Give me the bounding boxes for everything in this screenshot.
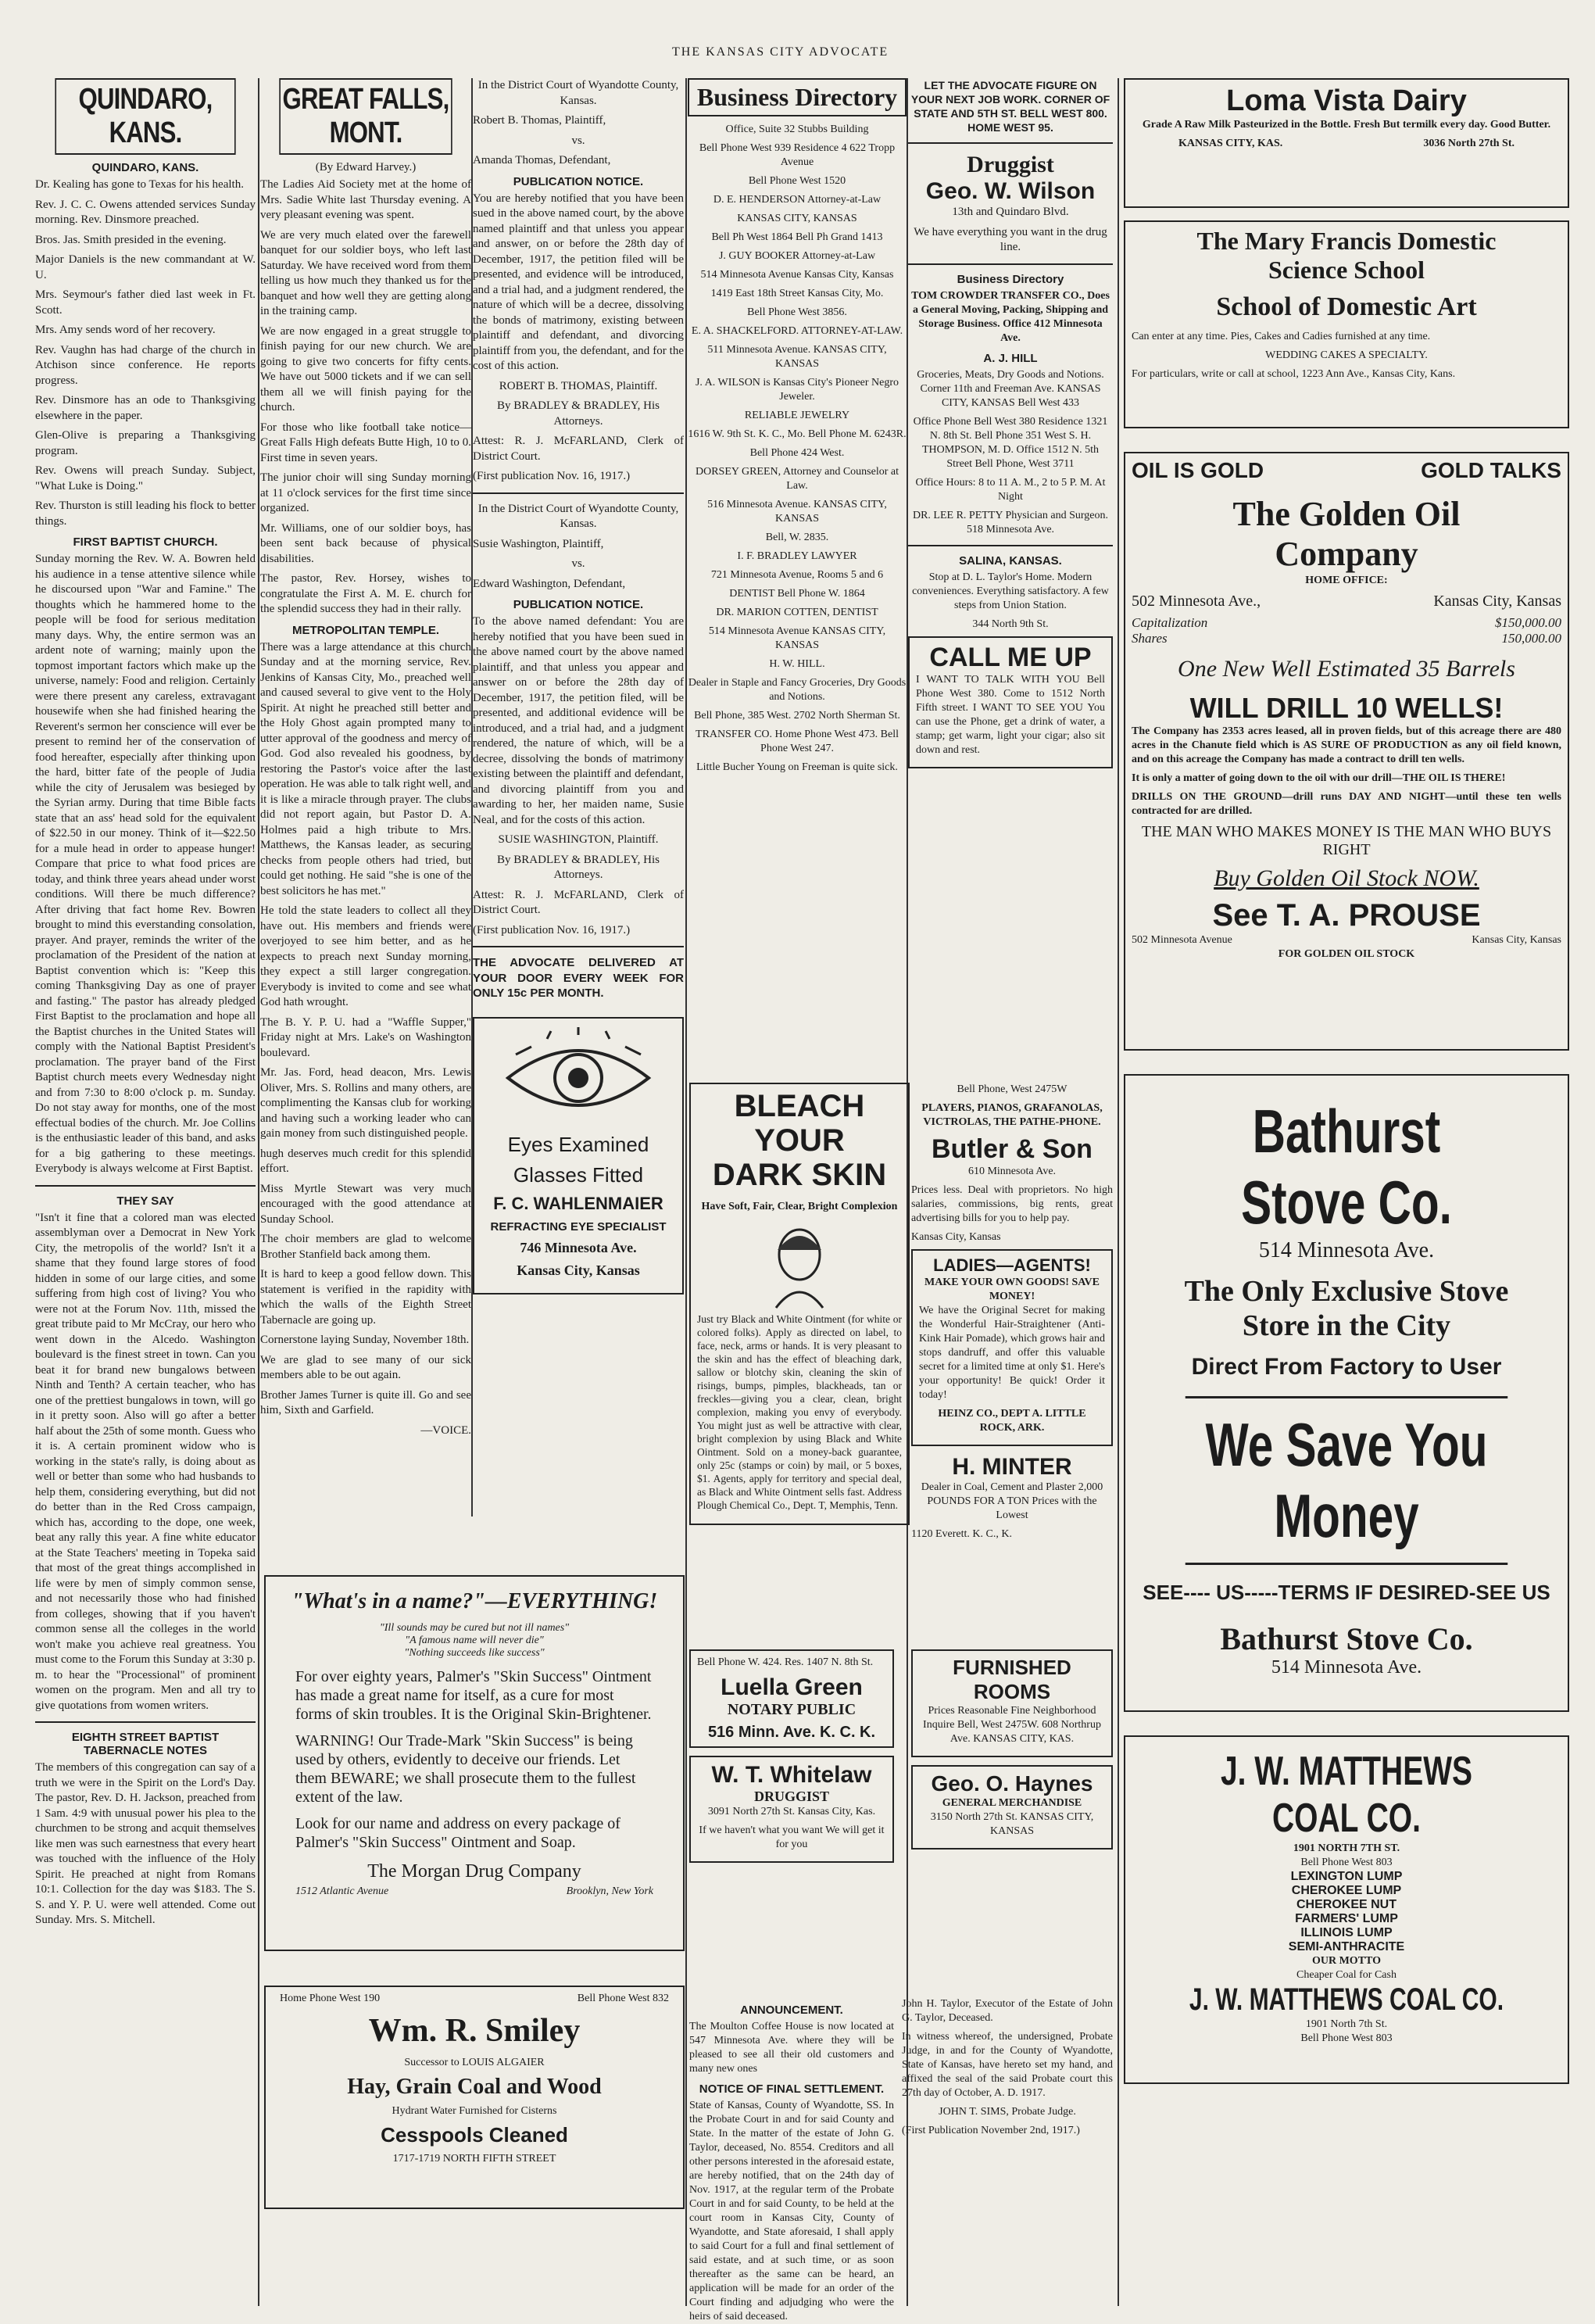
oil-for: FOR GOLDEN OIL STOCK xyxy=(1278,948,1415,960)
news-item: We are now engaged in a great struggle to finish paying for our new church. We are going to give two concerts for fifty cents. We have out 5000 tickets and if we can sell them all we will finish paying for the church. xyxy=(260,324,471,414)
smiley-trade: Hay, Grain Coal and Wood xyxy=(347,2075,602,2099)
smiley-successor: Successor to LOUIS ALGAIER xyxy=(404,2057,545,2068)
news-item: Rev. Thurston is still leading his flock to better things. xyxy=(35,500,256,528)
whitelaw-title: DRUGGIST xyxy=(753,1789,830,1804)
directory-entry: DR. MARION COTTEN, DENTIST xyxy=(716,607,878,618)
settlement-heading: NOTICE OF FINAL SETTLEMENT. xyxy=(699,2082,885,2096)
divider xyxy=(473,492,684,494)
article-heading: FIRST BAPTIST CHURCH. xyxy=(73,535,218,549)
call-me-up-ad xyxy=(908,636,1113,768)
attest: Attest: R. J. McFARLAND, Clerk of District Court. xyxy=(473,888,684,916)
haynes-ad xyxy=(911,1765,1113,1850)
notice-body: To the above named defendant: You are hereby notified that you have been sued in the above named court by the above named plaintiff, and that unless you appear and answer on or before the 28th day of December, 1917, the petition filed, will be presented, and additional evidence will be introduced, and a trial had, and a judgment rendered, the nature of which, will be a decree, dissolving the bonds of matrimony existing between the plaintiff and defendant, and divorcing plaintiff from you and awarding to her, her maiden name, Susie Neal, and for the costs of this action. xyxy=(473,615,684,826)
smiley-address: 1717-1719 NORTH FIFTH STREET xyxy=(392,2153,556,2165)
directory-entry: 721 Minnesota Avenue, Rooms 5 and 6 xyxy=(710,569,884,581)
notary-phone: Bell Phone W. 424. Res. 1407 N. 8th St. xyxy=(697,1656,874,1668)
byline: (By Edward Harvey.) xyxy=(315,161,417,174)
coal-product: ILLINOIS LUMP xyxy=(1300,1926,1393,1939)
oil-drills: DRILLS ON THE GROUND—drill runs DAY AND NIGHT—until these ten wells contracted for are drilled. xyxy=(1132,791,1561,817)
call-me-up-heading: CALL ME UP xyxy=(929,642,1092,672)
settlement-body: State of Kansas, County of Wyandotte, SS. In the Probate Court in and for said County and State. In the matter of the estate of John G. Taylor, deceased, No. 8554. Creditors and all other persons interested in the aforesaid estate, are hereby notified, that on the 24th day of Nov. 1917, at the regular term of the Probate Court in and for said County, to be held at the court room in Kansas City, County of Wyandotte, and State aforesaid, I shall apply to said Court for a full and final settlement of said estate, and at such time, or as soon thereafter as the same can be heard, an application will be made for an order of the Court finding and adjudging who were the heirs of said deceased. xyxy=(689,2100,894,2322)
salina-heading: SALINA, KANSAS. xyxy=(959,553,1062,568)
ladies-heading: LADIES—AGENTS! xyxy=(933,1255,1091,1275)
butler-city: Kansas City, Kansas xyxy=(911,1231,1001,1243)
shares-label: Shares xyxy=(1132,631,1168,646)
eye-icon xyxy=(500,1031,656,1125)
news-item: It is hard to keep a good fellow down. This statement is verified in the rapidity with which the walls of the Eighth Street Tabernacle are going up. xyxy=(260,1268,471,1327)
notice-heading: PUBLICATION NOTICE. xyxy=(513,174,644,188)
section-header: GREAT FALLS, MONT. xyxy=(279,78,452,155)
news-item: The junior choir will sing Sunday morning at 11 o'clock services for the first time since organized. xyxy=(260,471,471,514)
directory-entry: DENTIST Bell Phone W. 1864 xyxy=(729,588,865,600)
smiley-cesspools: Cesspools Cleaned xyxy=(381,2123,568,2147)
settlement-witness: In witness whereof, the undersigned, Probate Judge, in and for the County of Wyandotte, State of Kansas, have hereto set my hand, and affixed the seal of the said Probate court this 27th day of October, A. D. 1917. xyxy=(902,2031,1113,2099)
oil-man: THE MAN WHO MAKES MONEY IS THE MAN WHO BUYS RIGHT xyxy=(1141,823,1552,858)
smiley-bell-phone: Bell Phone West 832 xyxy=(577,1993,669,2004)
news-item: We are very much elated over the farewell banquet for our soldier boys, who left last Saturday. We have received word from them telling us how much they thanked us for the banquet and how well they are getting along in the training camp. xyxy=(260,228,471,317)
minter-name: H. MINTER xyxy=(952,1454,1072,1480)
news-item: We are glad to see many of our sick members able to be out again. xyxy=(260,1353,471,1381)
butler-name: Butler & Son xyxy=(932,1134,1093,1164)
news-item: Rev. J. C. C. Owens attended services Sunday morning. Rev. Dinsmore preached. xyxy=(35,198,256,226)
directory-entry: D. E. HENDERSON Attorney-at-Law xyxy=(713,194,882,206)
school-line: The Mary Francis Domestic xyxy=(1196,227,1497,255)
oil-slogan-right: GOLD TALKS xyxy=(1421,458,1561,482)
salina-body: Stop at D. L. Taylor's Home. Modern conveniences. Everything satisfactory. A few steps from Union Station. xyxy=(912,571,1109,611)
loma-vista-ad xyxy=(1124,78,1569,208)
bathurst-name: Bathurst Stove Co. xyxy=(1241,1097,1452,1237)
haynes-title: GENERAL MERCHANDISE xyxy=(942,1797,1082,1809)
salina-address: 344 North 9th St. xyxy=(972,618,1049,630)
article-body: The members of this congregation can say of a truth we were in the Spirit on the Lord's Day. The pastor, Rev. D. H. Jackson, preached from 1 Sam. 4:9 with unusual power his plea to the churchmen to be strong and acquit themselves like men was such earnestness that every heart was touched with the influence of the Holy Spirit. He preached at night from Romans 10:1. Collection for the day was $183. The S. S. and Y. P. U. were well attended. Come out Sunday. Mrs. S. Mitchell. xyxy=(35,1761,256,1926)
bleach-body: Just try Black and White Ointment (for white or colored folks). Apply as directed on label, to face, neck, arms or hands. It is very pleasant to the skin and has the effect of bleaching dark, sallow or blotchy skin, cleaning the skin of risings, bumps, pimples, blackheads, tan or freckles—giving you a clear, clean, bright complexion, making you envy of everybody. You might just as well be attractive with clear, bright complexion by using Black and White Ointment. Sold on a money-back guarantee, only 25c (stamps or coin) by mail, or 5 boxes, $1. Agents, apply for territory and special deal, as Black and White Ointment sells fast. Address Plough Chemical Co., Dept. T, Memphis, Tenn. xyxy=(697,1313,902,1511)
news-item: The B. Y. P. U. had a "Waffle Supper," Friday night at Mrs. Lake's on Washington boulevard. xyxy=(260,1015,471,1059)
column-rule xyxy=(1118,78,1119,2306)
whitelaw-tagline: If we haven't what you want We will get it for you xyxy=(699,1824,885,1850)
column-rule xyxy=(685,78,687,2306)
school-wedding: WEDDING CAKES A SPECIALTY. xyxy=(1265,349,1428,361)
haynes-name: Geo. O. Haynes xyxy=(931,1771,1093,1796)
directory-entry: KANSAS CITY, KANSAS xyxy=(737,213,857,224)
whitelaw-name: W. T. Whitelaw xyxy=(711,1762,872,1788)
matthews-coal-ad xyxy=(1124,1735,1569,2084)
palmer-company: The Morgan Drug Company xyxy=(367,1861,581,1882)
article-body: Sunday morning the Rev. W. A. Bowren held his audience in a tense attentive silence while he discoursed upon "War and Famine." The thoughts which he hammered home to the people will be food for serious meditation many days. Why, the entire sermon was an ardent note of warning; mainly upon the topmost important factors which make up the universe, namely: Food and religion. Certainly were there present any careless, extravagant housewife when she had finished hearing the Reverent's sermon her conscience will ever be present to remind her of the conservation of food hereafter, especially after thinking upon the hard, bitter fate of the people of Judia while the city of Jerusalem was besieged by the Syrian army. During that time Bible facts state that an ass' head sold for the equivalent of $22.50 in our money. Think of it—$22.50 for a mule head in order to appease hunger! Compare that price to what food prices are today, and think three years ahead under worst conditions. Will there be much difference? After driving that fact home Rev. Bowren brought to mind this everstanding consolation, prayer. And prayer, reminds the writer of the proclamation of the President of the nation at Baptist convention which is: "Keep this coming Thanksgiving Day as one of prayer and fasting." The pastor has already pledged First Baptist to the proclamation and hope all the Baptist churches in the United States will comply with the National Baptist President's proclamation. The prayer band of the First Baptist church meets every Wednesday night and from 7:30 to 8:00 o'clock p. m. Sunday. Do not stay away for months, one of the most effectual bodies of the church. Mr. Joe Collins is the enthusiastic leader of this band, and asks for a big gathering to these meetings. Everybody is always welcome at First Baptist. xyxy=(35,553,256,1175)
coal-motto-heading: OUR MOTTO xyxy=(1311,1955,1382,1967)
school-line: Science School xyxy=(1268,256,1425,284)
directory-entry: RELIABLE JEWELRY xyxy=(744,410,850,421)
column-rule xyxy=(258,78,259,2306)
directory-entry: H. W. HILL. xyxy=(769,658,825,670)
directory-entry: 511 Minnesota Avenue. KANSAS CITY, KANSAS xyxy=(707,344,887,370)
notary-ad xyxy=(689,1649,894,1748)
notary-name: Luella Green xyxy=(721,1674,863,1700)
publication-date: (First publication Nov. 16, 1917.) xyxy=(473,923,631,936)
school-contact: For particulars, write or call at school, 1223 Ann Ave., Kansas City, Kans. xyxy=(1132,368,1456,380)
oil-see-city: Kansas City, Kansas xyxy=(1472,934,1561,946)
bleach-heading: BLEACH YOUR xyxy=(734,1089,865,1158)
optician-city: Kansas City, Kansas xyxy=(517,1262,640,1278)
bathurst-line: Store in the City xyxy=(1242,1309,1451,1342)
coal-address-2: 1901 North 7th St. xyxy=(1305,2018,1388,2030)
news-item: He told the state leaders to collect all they have out. His members and friends were overjoyed to see him better, and as he expects to preach next Sunday morning, they expect a still larger congregation. Everybody is invited to come and see what God hath wrought. xyxy=(260,904,471,1008)
coal-product: SEMI-ANTHRACITE xyxy=(1288,1940,1405,1953)
coal-product: LEXINGTON LUMP xyxy=(1290,1870,1403,1883)
directory-entry: I. F. BRADLEY LAWYER xyxy=(737,550,857,562)
divider xyxy=(35,1721,256,1723)
attorneys: By BRADLEY & BRADLEY, His Attorneys. xyxy=(497,853,660,881)
minter-address: 1120 Everett. K. C., K. xyxy=(911,1528,1012,1540)
article-heading: METROPOLITAN TEMPLE. xyxy=(291,623,440,637)
dateline: QUINDARO, KANS. xyxy=(91,161,199,174)
news-item: The pastor, Rev. Horsey, wishes to congratulate the First A. M. E. church for the splendid success they had in their rally. xyxy=(260,572,471,615)
directory-entry: 514 Minnesota Avenue Kansas City, Kansas xyxy=(700,269,894,281)
col4-lower-ads xyxy=(689,1649,894,1993)
palmer-body: For over eighty years, Palmer's "Skin Success" Ointment has made a great name for itself, as a cure for most forms of skin troubles. It is the Original Skin-Brightener. xyxy=(295,1668,652,1723)
loma-city: KANSAS CITY, KAS. xyxy=(1178,138,1283,149)
minter-body: Dealer in Coal, Cement and Plaster 2,000 POUNDS FOR A TON Prices with the Lowest xyxy=(921,1481,1103,1521)
druggist-name: Geo. W. Wilson xyxy=(925,178,1096,204)
bathurst-address-2: 514 Minnesota Ave. xyxy=(1271,1657,1422,1678)
settlement-publication: (First Publication November 2nd, 1917.) xyxy=(902,2125,1080,2136)
domestic-science-ad xyxy=(1124,220,1569,428)
column-display-ads xyxy=(1124,78,1569,2306)
news-item: Bros. Jas. Smith presided in the evening. xyxy=(35,233,227,246)
news-item: Dr. Kealing has gone to Texas for his health. xyxy=(35,178,244,191)
oil-home-office: HOME OFFICE: xyxy=(1305,575,1388,586)
directory-entry: DR. LEE R. PETTY Physician and Surgeon. 518 Minnesota Ave. xyxy=(912,509,1109,535)
palmer-quote: "Ill sounds may be cured but not ill names" xyxy=(379,1622,570,1634)
news-item: Glen-Olive is preparing a Thanksgiving program. xyxy=(35,429,256,457)
plaintiff: Robert B. Thomas, Plaintiff, xyxy=(473,114,606,127)
directory-list xyxy=(688,123,907,775)
capitalization-value: $150,000.00 xyxy=(1495,615,1561,630)
article-heading: EIGHTH STREET BAPTIST TABERNACLE NOTES xyxy=(71,1731,220,1757)
divider xyxy=(473,946,684,947)
call-me-up-body: I WANT TO TALK WITH YOU Bell Phone West 380. Come to 1512 North Fifth street. I WANT TO SEE YOU You can use the Phone, get a drink of water, a stamp; get warm, light your cigar; also sit down and rest. xyxy=(916,673,1105,756)
oil-see: See T. A. PROUSE xyxy=(1212,898,1481,933)
haynes-address: 3150 North 27th St. KANSAS CITY, KANSAS xyxy=(930,1811,1094,1837)
butler-body: Prices less. Deal with proprietors. No high salaries, commissions, big rents, great advertising bills for you to help pay. xyxy=(911,1184,1113,1224)
news-item: hugh deserves much credit for this splendid effort. xyxy=(260,1147,471,1175)
versus: vs. xyxy=(571,557,585,570)
butler-lines: PLAYERS, PIANOS, GRAFANOLAS, VICTROLAS, THE PATHE-PHONE. xyxy=(921,1102,1103,1128)
druggist-address: 13th and Quindaro Blvd. xyxy=(952,206,1069,218)
bathurst-line: Direct From Factory to User xyxy=(1191,1354,1502,1380)
directory-entry: Bell, W. 2835. xyxy=(765,532,829,543)
notice-signature: SUSIE WASHINGTON, Plaintiff. xyxy=(498,833,659,846)
oil-address: 502 Minnesota Ave., xyxy=(1132,593,1261,610)
directory-entry: Bell Phone 424 West. xyxy=(749,447,845,459)
loma-body: Grade A Raw Milk Pasteurized in the Bottle. Fresh But termilk every day. Good Butter. xyxy=(1142,119,1551,131)
publication-date: (First publication Nov. 16, 1917.) xyxy=(473,470,631,482)
directory-entry: TRANSFER CO. Home Phone West 473. Bell Phone West 247. xyxy=(696,729,899,754)
probate-judge: JOHN T. SIMS, Probate Judge. xyxy=(939,2106,1076,2118)
directory-entry: Office Phone Bell West 380 Residence 1321 N. 8th St. Bell Phone 351 West S. H. THOMPSON, M. D. Office 1512 N. 5th Street Bell Phone, West 3711 xyxy=(913,415,1108,470)
notary-address: 516 Minn. Ave. K. C. K. xyxy=(707,1724,876,1741)
column-legal-notices xyxy=(473,78,684,1517)
oil-matter: It is only a matter of going down to the oil with our drill—THE OIL IS THERE! xyxy=(1132,772,1506,784)
news-item: Rev. Owens will preach Sunday. Subject, "What Luke is Doing." xyxy=(35,464,256,492)
divider xyxy=(35,1185,256,1187)
bathurst-save: We Save You Money xyxy=(1186,1396,1508,1565)
furnished-rooms-ad xyxy=(911,1649,1113,1757)
coal-product: FARMERS' LUMP xyxy=(1295,1912,1398,1925)
directory-entry: 1419 East 18th Street Kansas City, Mo. xyxy=(710,288,884,299)
oil-well-estimate: One New Well Estimated 35 Barrels xyxy=(1178,656,1515,682)
oil-buy: Buy Golden Oil Stock NOW. xyxy=(1214,865,1479,891)
bathurst-line: The Only Exclusive Stove xyxy=(1184,1275,1509,1308)
school-body: Can enter at any time. Pies, Cakes and Cadies furnished at any time. xyxy=(1132,331,1431,342)
furnished-body: Prices Reasonable Fine Neighborhood Inquire Bell, West 2475W. 608 Northrup Ave. KANSAS CITY, KAS. xyxy=(923,1705,1101,1745)
palmer-address: 1512 Atlantic Avenue xyxy=(295,1885,389,1897)
coal-address: 1901 NORTH 7TH ST. xyxy=(1293,1842,1400,1854)
news-item: Mr. Jas. Ford, head deacon, Mrs. Lewis Oliver, Mrs. S. Rollins and many others, are complimenting the Kansas club for working and having such a working leader who can gain money from such distinguished people. xyxy=(260,1066,471,1140)
article-body: "Isn't it fine that a colored man was elected assemblyman over a Democrat in New York City, the metropolis of the world? Isn't it a shame that they found large stores of food hidden in some of our large cities, and some suffering from high cost of living? You who were not at the Forum Nov. 11th, missed the great tribute paid to Mr McCray, our hero who went down in the Alcedo. Washington boulevard is the finest street in town. Can you beat it for brand new bungalows between Ninth and Tenth? A certain teacher, who has one of the prettiest bungalows in town, will go in it pretty soon. Also will go after a better half about the 25th of some month. Guess who it is. A certain prominent widow who is working in the state's rally, is doing about as well or better than some who had husbands to help them, considering everything, but did not do better than in the Red Cross campaign, which has, according to the dope, one week, beat any rally this year. A fine white educator at the State Teachers' meeting in Topeka said that most of the great things accomplished in life were by men of simply common sense, and not necessarily those who had finished from colleges, showing that if you haven't common sense all the colleges in the world won't make you achieve real greatness. You must come to the Forum this Sunday at 3:30 p. m. to hear the "Processional" of prominent women on the program. Men and all try to give quotations from women writers. xyxy=(35,1211,256,1712)
whitelaw-address: 3091 North 27th St. Kansas City, Kas. xyxy=(707,1806,876,1817)
smiley-ad xyxy=(264,1986,685,2209)
signature: —VOICE. xyxy=(420,1423,471,1437)
optician-address: 746 Minnesota Ave. xyxy=(520,1239,637,1255)
directory-entry: Bell Phone West 1520 xyxy=(748,175,846,187)
settlement-signature: John H. Taylor, Executor of the Estate of John G. Taylor, Deceased. xyxy=(902,1998,1113,2024)
coal-products xyxy=(1132,1870,1561,1954)
directory-entry: DORSEY GREEN, Attorney and Counselor at Law. xyxy=(695,466,899,492)
furnished-heading: FURNISHED ROOMS xyxy=(953,1656,1071,1703)
directory-entry: 516 Minnesota Avenue. KANSAS CITY, KANSAS xyxy=(707,499,887,525)
ladies-address: HEINZ CO., DEPT A. LITTLE ROCK, ARK. xyxy=(938,1408,1086,1434)
news-item: Major Daniels is the new commandant at W. U. xyxy=(35,253,256,281)
column-ads xyxy=(908,78,1113,1251)
directory-entry: E. A. SHACKELFORD. ATTORNEY-AT-LAW. xyxy=(691,325,903,337)
coal-product: CHEROKEE NUT xyxy=(1296,1898,1397,1911)
news-item: Mrs. Seymour's father died last week in Ft. Scott. xyxy=(35,288,256,317)
notice-heading: PUBLICATION NOTICE. xyxy=(513,598,644,611)
directory-entry: Office, Suite 32 Stubbs Building xyxy=(725,124,869,135)
plaintiff: Susie Washington, Plaintiff, xyxy=(473,537,604,550)
court-name: In the District Court of Wyandotte County, Kansas. xyxy=(477,502,679,530)
directory-entry: 1616 W. 9th St. K. C., Mo. Bell Phone M. 6243R. xyxy=(688,428,907,440)
loma-title: Loma Vista Dairy xyxy=(1226,84,1467,117)
optician-line: Eyes Examined xyxy=(507,1132,649,1156)
coal-name: J. W. MATTHEWS COAL CO. xyxy=(1220,1749,1473,1841)
court-name: In the District Court of Wyandotte County, Kansas. xyxy=(477,79,679,107)
oil-company-name: The Golden Oil xyxy=(1232,495,1461,533)
woman-portrait-icon xyxy=(760,1222,839,1308)
news-item: The Ladies Aid Society met at the home of Mrs. Sadie White last Thursday evening. A very pleasant evening was spent. xyxy=(260,178,471,221)
directory-entry: Bell Phone West 939 Residence 4 622 Tropp Avenue xyxy=(699,142,896,168)
divider xyxy=(908,263,1113,265)
directory-entry: 514 Minnesota Avenue KANSAS CITY, KANSAS xyxy=(708,625,886,651)
palmer-quote: "A famous name will never die" xyxy=(405,1635,544,1646)
optician-name: F. C. WAHLENMAIER xyxy=(493,1193,663,1213)
directory-entry: Bell Ph West 1864 Bell Ph Grand 1413 xyxy=(711,231,883,243)
office-hours: Office Hours: 8 to 11 A. M., 2 to 5 P. M. At Night xyxy=(915,476,1106,503)
palmer-quote: "Nothing succeeds like success" xyxy=(404,1647,545,1659)
capitalization-label: Capitalization xyxy=(1132,615,1208,630)
bottom-notices xyxy=(689,1997,1115,2322)
directory-entry: Groceries, Meats, Dry Goods and Notions. Corner 11th and Freeman Ave. KANSAS CITY, KANSAS Bell West 433 xyxy=(917,368,1104,409)
announcement-body: The Moulton Coffee House is now located at 547 Minnesota Ave. where they will be pleased to see all their old customers and many new ones xyxy=(689,2021,894,2075)
palmer-heading: "What's in a name?"—EVERYTHING! xyxy=(291,1589,658,1613)
smiley-water: Hydrant Water Furnished for Cisterns xyxy=(392,2105,557,2117)
palmer-city: Brooklyn, New York xyxy=(566,1885,653,1897)
optician-line: Glasses Fitted xyxy=(513,1162,644,1187)
news-item: Brother James Turner is quite ill. Go and see him, Sixth and Garfield. xyxy=(260,1388,471,1416)
news-item: The choir members are glad to welcome Brother Stanfield back among them. xyxy=(260,1233,471,1261)
smiley-home-phone: Home Phone West 190 xyxy=(280,1993,381,2004)
directory-entry: Bell Phone, 385 West. 2702 North Sherman St. xyxy=(694,710,900,722)
whitelaw-ad xyxy=(689,1756,894,1863)
attest: Attest: R. J. McFARLAND, Clerk of District Court. xyxy=(473,435,684,463)
column-great-falls xyxy=(260,78,471,1517)
directory-entry: J. A. WILSON is Kansas City's Pioneer Negro Jeweler. xyxy=(695,377,899,403)
coal-motto: Cheaper Coal for Cash xyxy=(1296,1969,1397,1981)
quindaro-notes xyxy=(35,177,256,529)
smiley-name: Wm. R. Smiley xyxy=(368,2013,581,2049)
news-item: Cornerstone laying Sunday, November 18th. xyxy=(260,1334,470,1346)
directory-entry: Little Bucher Young on Freeman is quite sick. xyxy=(696,761,898,773)
oil-drill-heading: WILL DRILL 10 WELLS! xyxy=(1189,692,1504,724)
school-line: School of Domestic Art xyxy=(1216,292,1477,321)
bleach-heading: DARK SKIN xyxy=(712,1158,887,1192)
directory-entry: Dealer in Staple and Fancy Groceries, Dry Goods and Notions. xyxy=(688,677,907,703)
advocate-job-notice: LET THE ADVOCATE FIGURE ON YOUR NEXT JOB WORK. CORNER OF STATE AND 5TH ST. BELL WEST 800. HOME WEST 95. xyxy=(910,79,1110,134)
butler-phone: Bell Phone, West 2475W xyxy=(957,1083,1068,1095)
directory-heading: Business Directory xyxy=(957,272,1064,286)
palmer-lookfor: Look for our name and address on every package of Palmer's "Skin Success" Ointment and Soap. xyxy=(295,1815,620,1851)
coal-name-2: J. W. MATTHEWS COAL CO. xyxy=(1189,1982,1504,2017)
news-item: Rev. Vaughn has had charge of the church in Atchison since conference. He reports progress. xyxy=(35,343,256,387)
news-item: Miss Myrtle Stewart was very much encouraged with the good attendance at Sunday School. xyxy=(260,1182,471,1226)
bathurst-see: SEE---- US-----TERMS IF DESIRED-SEE US xyxy=(1143,1581,1550,1604)
optician-ad xyxy=(473,1017,684,1294)
divider xyxy=(908,142,1113,144)
news-item: For those who like football take notice—Great Falls High defeats Butte High, 10 to 0. First time in seven years. xyxy=(260,421,471,464)
bathurst-stove-ad xyxy=(1124,1074,1569,1712)
directory-entry: J. GUY BOOKER Attorney-at-Law xyxy=(718,250,876,262)
butler-address: 610 Minnesota Ave. xyxy=(967,1166,1057,1177)
column-business-directory xyxy=(688,78,907,1251)
delivery-promo: THE ADVOCATE DELIVERED AT YOUR DOOR EVERY WEEK FOR ONLY 15c PER MONTH. xyxy=(473,956,684,1000)
news-item: Mr. Williams, one of our soldier boys, has been sent back because of physical disabilities. xyxy=(260,521,471,565)
section-header: QUINDARO, KANS. xyxy=(55,78,235,155)
notice-body: You are hereby notified that you have been sued in the above named court, by the above named plaintiff and that unless you appear and answer, on or before the 28th day of December, 1917, the petition filed will be presented, and evidence will be introduced, and a trial had, and a judgment rendered, the nature of which will be a decree, dissolving the bonds of matrimony, existing between plaintiff and defendant, and divorcing plaintiff from you, the defendant, and for the cost of this action. xyxy=(473,192,684,372)
notary-title: NOTARY PUBLIC xyxy=(727,1701,857,1718)
ladies-body: We have the Original Secret for making the Wonderful Hair-Straightener (Anti-Kink Hair Pomade), which grows hair and stops dandruff, and offer this valuable secret for a limited time at only $1. Here's your opportunity! Be quick! Order it today! xyxy=(919,1305,1105,1401)
ladies-subheading: MAKE YOUR OWN GOODS! SAVE MONEY! xyxy=(924,1277,1100,1302)
oil-slogan-left: OIL IS GOLD xyxy=(1132,458,1264,482)
druggist-heading: Druggist xyxy=(967,152,1054,177)
col5-bottom-ads xyxy=(911,1649,1113,1993)
news-item: There was a large attendance at this church Sunday and at the morning service, Rev. Jenkins of Kansas City, Mo., preached well and caused several to give vent to the Holy Spirit. At night he preached still better and the Holy Ghost again prompted many to utter approval of the goodness and mercy of God. God also revealed his goodness, by restoring the Pastor's voice after the last operation. He was able to talk right well, and it is like a miracle through prayer. The clubs did not report again, but Pastor D. A. Holmes paid a high tribute to Mrs. Matthews, the Kansas leader, as securing checks from people others had tried, but could get nothing. He said "she is one of the best solicitors he has met." xyxy=(260,640,471,897)
announcement-heading: ANNOUNCEMENT. xyxy=(740,2004,843,2017)
notice-signature: ROBERT B. THOMAS, Plaintiff. xyxy=(499,379,658,392)
optician-title: REFRACTING EYE SPECIALIST xyxy=(490,1219,667,1234)
bathurst-name-2: Bathurst Stove Co. xyxy=(1220,1621,1473,1656)
directory-entry: Bell Phone West 3856. xyxy=(747,306,847,318)
article-heading: THEY SAY xyxy=(116,1194,174,1208)
column-quindaro xyxy=(35,78,256,2306)
oil-see-address: 502 Minnesota Avenue xyxy=(1132,934,1232,946)
directory-entry: A. J. HILL xyxy=(983,351,1038,365)
coal-product: CHEROKEE LUMP xyxy=(1291,1884,1402,1897)
oil-body: The Company has 2353 acres leased, all in proven fields, but of this acreage there are 480 acres in the Chanute field which is AS SURE OF PRODUCTION as any oil field known, and on this acreage the Company has made a contract to drill ten wells. xyxy=(1132,725,1561,765)
masthead: THE KANSAS CITY ADVOCATE xyxy=(672,45,889,59)
loma-address: 3036 North 27th St. xyxy=(1423,138,1515,149)
defendant: Edward Washington, Defendant, xyxy=(473,577,626,590)
golden-oil-ad xyxy=(1124,452,1569,1051)
news-item: Rev. Dinsmore has an ode to Thanksgiving elsewhere in the paper. xyxy=(35,394,256,422)
palmer-ad xyxy=(264,1575,685,1951)
oil-city: Kansas City, Kansas xyxy=(1433,593,1561,610)
palmer-warning: WARNING! Our Trade-Mark "Skin Success" is being used by others, evidently to deceive our friends. Let them BEWARE; we shall prosecute them to the fullest extent of the law. xyxy=(295,1732,636,1806)
ladies-agents-ad xyxy=(911,1249,1113,1446)
news-item: Mrs. Amy sends word of her recovery. xyxy=(35,324,216,336)
defendant: Amanda Thomas, Defendant, xyxy=(473,154,611,167)
oil-company-name: Company xyxy=(1275,535,1418,573)
versus: vs. xyxy=(571,134,585,147)
bathurst-address: 514 Minnesota Ave. xyxy=(1258,1238,1435,1262)
coal-phone: Bell Phone West 803 xyxy=(1300,1857,1393,1868)
druggist-tagline: We have everything you want in the drug line. xyxy=(914,225,1107,253)
section-header: Business Directory xyxy=(688,78,907,116)
bleach-ad xyxy=(689,1083,910,1525)
divider xyxy=(908,545,1113,546)
shares-value: 150,000.00 xyxy=(1501,631,1561,646)
bleach-subheading: Have Soft, Fair, Clear, Bright Complexion xyxy=(701,1201,898,1212)
directory-entry: TOM CROWDER TRANSFER CO., Does a General Moving, Packing, Shipping and Storage Business. Office 412 Minnesota Ave. xyxy=(911,289,1110,344)
attorneys: By BRADLEY & BRADLEY, His Attorneys. xyxy=(497,399,660,428)
coal-phone-2: Bell Phone West 803 xyxy=(1300,2032,1393,2044)
